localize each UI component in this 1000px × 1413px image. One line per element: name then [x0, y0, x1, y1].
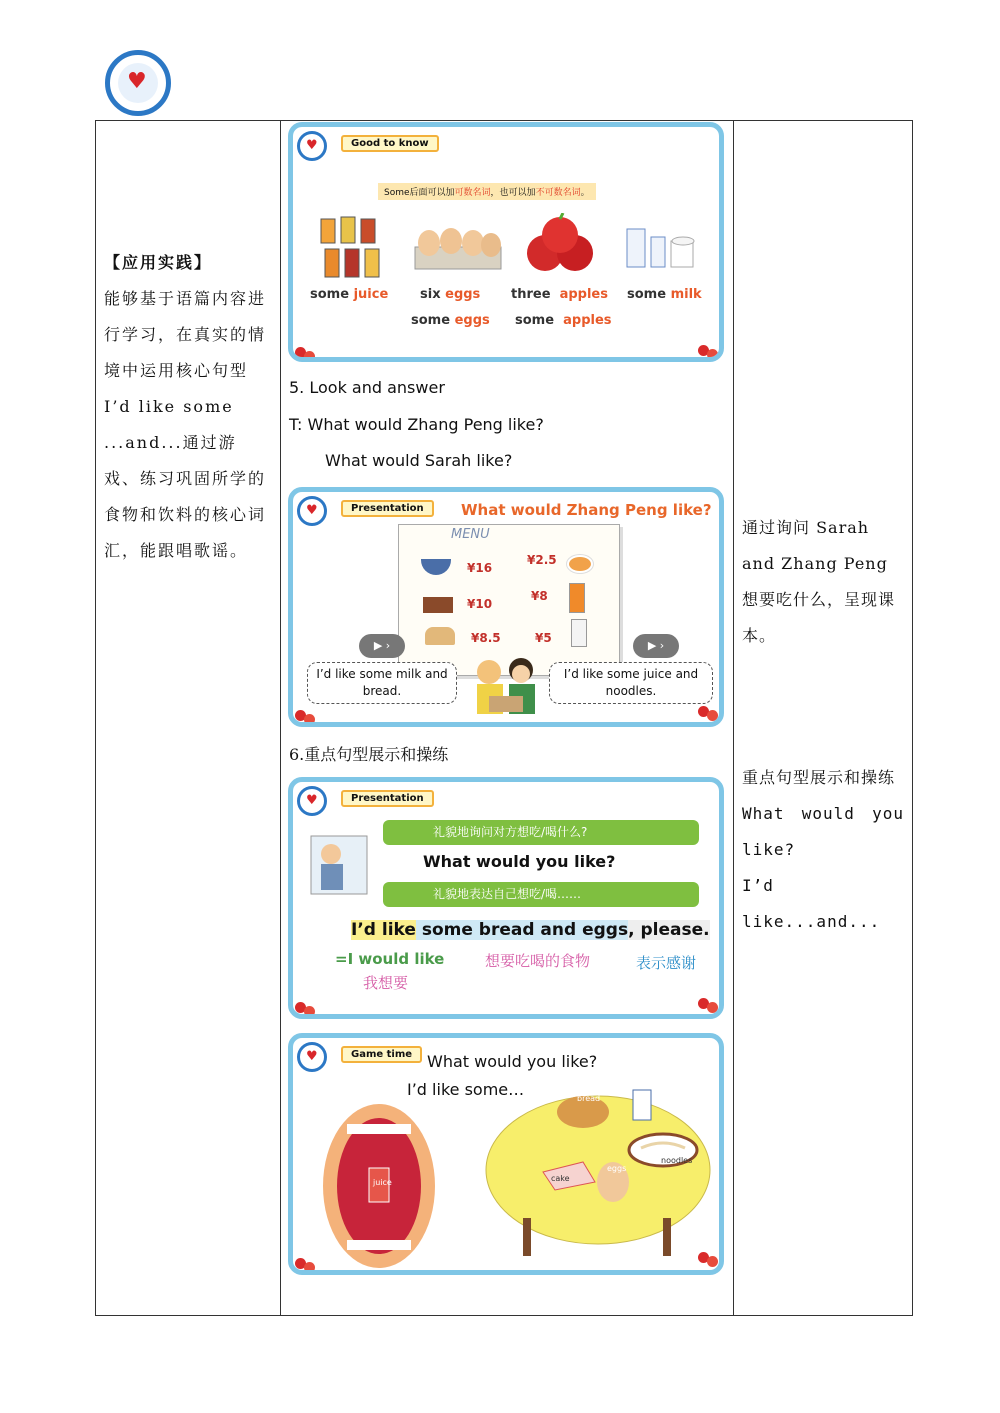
milk-icon — [623, 223, 703, 271]
game-answer: I’d like some… — [407, 1080, 525, 1099]
noodles-icon — [421, 559, 451, 575]
price-bread: ¥8.5 — [471, 631, 501, 645]
label-some-milk: some milk — [627, 287, 702, 302]
left-column-text — [104, 245, 266, 569]
section5-question1: T: What would Zhang Peng like? — [289, 415, 544, 434]
flower-icon — [698, 706, 720, 722]
apples-icon — [523, 213, 598, 278]
price-cake: ¥10 — [467, 597, 493, 611]
right-note-2-question: What would you like? — [742, 804, 904, 859]
waiter-illustration — [309, 834, 369, 896]
milk-carton-icon — [571, 619, 587, 647]
section5-question2: What would Sarah like? — [325, 451, 513, 470]
right-note-2 — [742, 760, 904, 940]
flower-icon — [698, 345, 720, 361]
slide-key-sentences — [288, 777, 724, 1019]
logo-badge-icon: ♥ — [297, 1042, 327, 1072]
price-noodles: ¥16 — [467, 561, 493, 575]
game-question: What would you like? — [427, 1052, 598, 1071]
label-juice: juice — [373, 1178, 392, 1187]
answer-sentence: I’d like some bread and eggs, please. — [351, 920, 710, 940]
right-note-2-heading: 重点句型展示和操练 — [742, 768, 896, 787]
eggs-icon — [413, 223, 503, 273]
logo-badge-icon: ♥ — [297, 131, 327, 161]
menu-board — [398, 524, 620, 676]
slide-title: What would Zhang Peng like? — [461, 501, 712, 519]
flower-icon — [295, 347, 317, 362]
right-note-1: 通过询问 Sarah and Zhang Peng 想要吃什么，呈现课本。 — [742, 518, 896, 645]
price-juice: ¥8 — [531, 589, 548, 603]
section-heading: 【应用实践】 — [104, 253, 213, 272]
menu-title: MENU — [451, 527, 490, 542]
play-button-left[interactable]: ▶ › — [359, 634, 405, 658]
hint-bar-answer: 礼貌地表达自己想吃/喝…… — [383, 882, 699, 907]
slide-tag: Presentation — [341, 500, 434, 517]
gloss-i-want: 我想要 — [363, 974, 409, 992]
label-six-eggs: six eggs — [420, 287, 481, 302]
label-noodles: noodles — [661, 1156, 693, 1165]
speech-bubble-zhangpeng: I’d like some juice and noodles. — [549, 662, 713, 704]
egg-icon — [567, 555, 593, 573]
label-some-apples: some apples — [515, 313, 612, 328]
slide-good-to-know — [288, 122, 724, 362]
food-table-illustration — [483, 1088, 713, 1258]
right-note-2-answer: I’d like...and... — [742, 876, 881, 931]
slide-tag: Game time — [341, 1046, 422, 1063]
gloss-food: 想要吃喝的食物 — [485, 952, 591, 970]
cake-icon — [423, 597, 453, 613]
speech-bubble-sarah: I’d like some milk and bread. — [307, 662, 457, 704]
question-sentence: What would you like? — [423, 852, 616, 871]
label-three-apples: three apples — [511, 287, 608, 302]
logo-badge-icon: ♥ — [297, 786, 327, 816]
flower-icon — [698, 1252, 720, 1268]
gloss-thanks: 表示感谢 — [636, 954, 697, 972]
slide-menu-presentation — [288, 487, 724, 727]
juice-glass-icon — [569, 583, 585, 613]
section6-title: 6.重点句型展示和操练 — [289, 745, 449, 764]
flower-icon — [295, 710, 317, 726]
school-logo: ♥ — [105, 50, 171, 116]
section5-title: 5. Look and answer — [289, 378, 445, 397]
price-milk: ¥5 — [535, 631, 552, 645]
flower-icon — [295, 1258, 317, 1274]
label-eggs: eggs — [607, 1164, 627, 1173]
slide-tag: Presentation — [341, 790, 434, 807]
juice-icon — [315, 211, 385, 281]
slide-game-time — [288, 1033, 724, 1275]
bread-icon — [425, 627, 455, 645]
grammar-note: Some后面可以加可数名词，也可以加不可数名词。 — [378, 183, 596, 200]
right-cell — [734, 121, 913, 1316]
price-egg: ¥2.5 — [527, 553, 557, 567]
objective-text: 能够基于语篇内容进行学习，在真实的情境中运用核心句型I’d like some ...and...通过游戏、练习巩固所学的食物和饮料的核心词汇，能跟唱歌谣。 — [104, 289, 267, 560]
logo-badge-icon: ♥ — [297, 496, 327, 526]
label-cake: cake — [551, 1174, 570, 1183]
gloss-would-like: =I would like — [335, 950, 445, 968]
children-reading-illustration — [459, 656, 559, 718]
label-bread: bread — [577, 1094, 601, 1103]
label-some-juice: some juice — [310, 287, 389, 302]
flower-icon — [295, 1002, 317, 1018]
flower-icon — [698, 998, 720, 1014]
hint-bar-ask: 礼貌地询问对方想吃/喝什么? — [383, 820, 699, 845]
label-some-eggs: some eggs — [411, 313, 490, 328]
play-button-right[interactable]: ▶ › — [633, 634, 679, 658]
slide-tag: Good to know — [341, 135, 439, 152]
